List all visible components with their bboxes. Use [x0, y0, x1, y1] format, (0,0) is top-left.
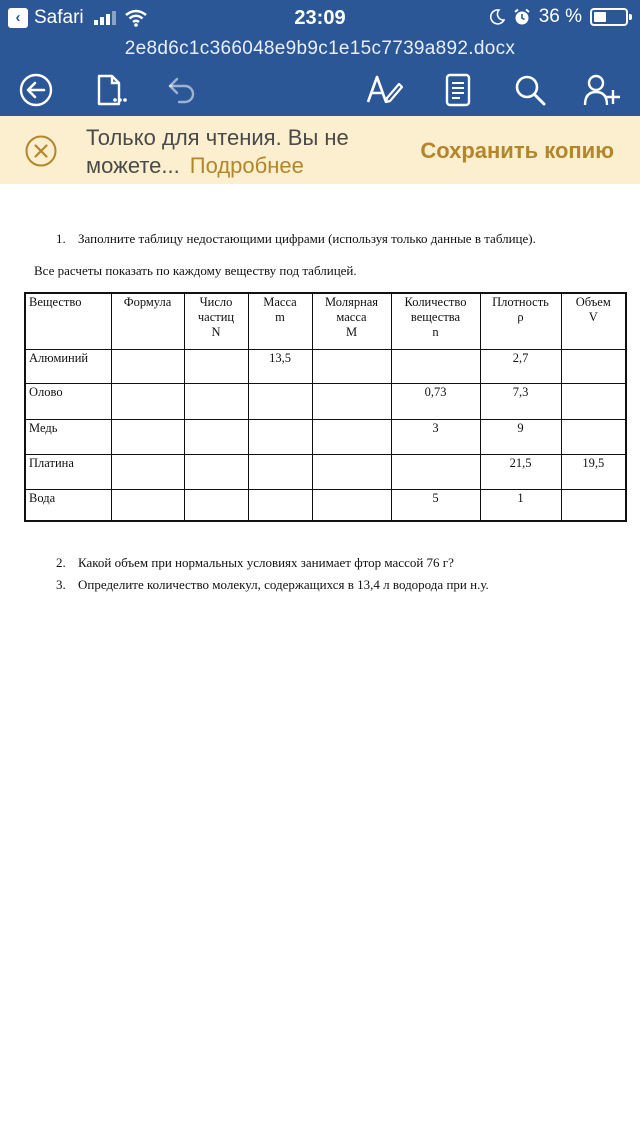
table-header-line: Масса [263, 295, 297, 309]
table-row [25, 383, 626, 419]
substance-name-cell: Вода [25, 489, 111, 521]
table-cell: 1 [480, 489, 561, 521]
table-cell [111, 489, 184, 521]
table-header-line: M [345, 325, 358, 339]
table-cell [248, 419, 312, 454]
table-cell [184, 349, 248, 383]
table-cell [184, 489, 248, 521]
table-header-line: Плотность [492, 295, 549, 309]
edit-button[interactable] [364, 70, 404, 110]
table-cell [248, 454, 312, 489]
readonly-message-box [86, 124, 396, 180]
question-3-number: 3. [56, 577, 66, 592]
table-header-line: m [275, 310, 285, 324]
status-right [489, 6, 628, 28]
table-cell [391, 454, 480, 489]
file-button[interactable] [90, 70, 130, 110]
table-cell: 21,5 [480, 454, 561, 489]
substance-name-cell: Платина [25, 454, 111, 489]
intro-text: Все расчеты показать по каждому веществу под таблицей. [34, 263, 357, 278]
table-header-line: Вещество [29, 295, 82, 309]
table-header-cell [480, 293, 561, 349]
table-cell [312, 383, 391, 419]
search-button[interactable] [510, 70, 550, 110]
table-cell: 3 [391, 419, 480, 454]
table-header-line: Объем [575, 295, 611, 309]
undo-icon [165, 73, 199, 107]
table-cell [312, 349, 391, 383]
table-cell [312, 454, 391, 489]
table-cell [248, 489, 312, 521]
search-icon [513, 73, 547, 107]
table-header-cell [111, 293, 184, 349]
moon-icon [489, 9, 505, 25]
substance-name-cell: Медь [25, 419, 111, 454]
save-copy-button[interactable]: Сохранить копию [420, 138, 614, 163]
table-cell [391, 349, 480, 383]
question-1-number: 1. [56, 231, 66, 246]
table-cell: 0,73 [391, 383, 480, 419]
table-cell [184, 383, 248, 419]
table-header-cell [248, 293, 312, 349]
table-cell [111, 419, 184, 454]
table-row [25, 349, 626, 383]
reading-view-button[interactable] [438, 70, 478, 110]
top-bar [0, 0, 640, 116]
more-link[interactable]: Подробнее [189, 153, 304, 178]
table-cell: 5 [391, 489, 480, 521]
back-button[interactable] [16, 70, 56, 110]
document-page [0, 184, 640, 1136]
table-cell [561, 349, 626, 383]
table-header-line: n [432, 325, 439, 339]
back-icon [18, 72, 54, 108]
question-3 [56, 577, 489, 593]
table-header-line: ρ [517, 310, 524, 324]
table-header-row [25, 293, 626, 349]
table-cell [184, 419, 248, 454]
table-row [25, 454, 626, 489]
table-cell [111, 454, 184, 489]
question-1-text: Заполните таблицу недостающими цифрами (используя только данные в таблице). [78, 231, 536, 246]
table-cell [312, 489, 391, 521]
table-cell: 2,7 [480, 349, 561, 383]
question-2-number: 2. [56, 555, 66, 570]
status-bar [0, 0, 640, 36]
table-header-line: Число [199, 295, 233, 309]
table-cell: 7,3 [480, 383, 561, 419]
table-cell [184, 454, 248, 489]
table-cell [561, 489, 626, 521]
table-cell: 13,5 [248, 349, 312, 383]
close-icon[interactable] [24, 134, 58, 168]
substances-table [24, 292, 627, 522]
share-icon [583, 72, 621, 108]
table-cell [248, 383, 312, 419]
table-cell [111, 383, 184, 419]
toolbar [0, 66, 640, 112]
question-2-text: Какой объем при нормальных условиях занимает фтор массой 76 г? [78, 555, 454, 570]
table-header-cell [184, 293, 248, 349]
table-header-line: Формула [123, 295, 172, 309]
substance-name-cell: Олово [25, 383, 111, 419]
document-title: 2e8d6c1c366048e9b9c1e15c7739a892.docx [124, 38, 516, 59]
table-header-cell [561, 293, 626, 349]
table-row [25, 419, 626, 454]
table-cell: 9 [480, 419, 561, 454]
file-icon [93, 73, 127, 107]
table-cell: 19,5 [561, 454, 626, 489]
table-header-cell [25, 293, 111, 349]
table-header-cell [391, 293, 480, 349]
table-header-line: масса [336, 310, 367, 324]
table-header-line: Количество [404, 295, 467, 309]
back-app-label: Safari [34, 7, 84, 28]
table-header-line: V [588, 310, 598, 324]
share-button[interactable] [582, 70, 622, 110]
table-body [25, 349, 626, 521]
table-row [25, 489, 626, 521]
edit-icon [365, 72, 403, 108]
battery-percent: 36 % [538, 6, 582, 27]
alarm-icon [513, 8, 531, 26]
question-1 [56, 231, 536, 247]
table-header-line: N [211, 325, 221, 339]
table-header-line: вещества [410, 310, 461, 324]
table-cell [111, 349, 184, 383]
readonly-message: Только для чтения. Вы не можете... [86, 125, 349, 178]
substance-name-cell: Алюминий [25, 349, 111, 383]
table-header-line: частиц [197, 310, 235, 324]
reading-view-icon [443, 72, 473, 108]
back-arrow-icon: ‹ [8, 8, 28, 28]
table-cell [561, 383, 626, 419]
question-2 [56, 555, 454, 571]
table-header-cell [312, 293, 391, 349]
question-3-text: Определите количество молекул, содержащихся в 13,4 л водорода при н.у. [78, 577, 489, 592]
table-header-line: Молярная [324, 295, 379, 309]
table-cell [312, 419, 391, 454]
clock: 23:09 [294, 7, 346, 29]
table-cell [561, 419, 626, 454]
battery-icon [590, 8, 628, 26]
undo-button[interactable] [162, 70, 202, 110]
readonly-bar [0, 116, 640, 184]
